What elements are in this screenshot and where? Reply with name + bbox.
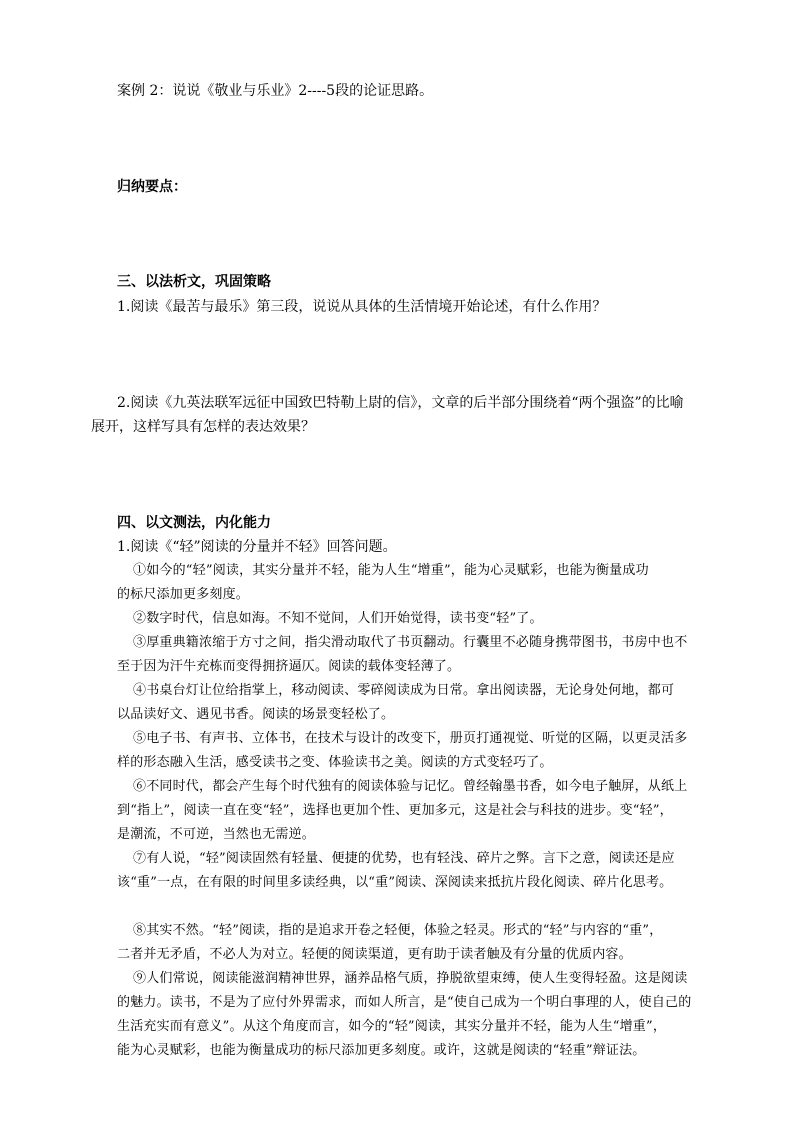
section-4-heading: 四、以文测法，内化能力 xyxy=(117,515,271,531)
passage-line: 至于因为汗牛充栋而变得拥挤逼仄。阅读的载体变轻薄了。 xyxy=(117,659,461,674)
passage-line: 是潮流，不可逆，当然也无需逆。 xyxy=(117,827,316,842)
passage-line: ②数字时代，信息如海。不知不觉间，人们开始觉得，读书变“轻”了。 xyxy=(133,611,543,626)
case-2-prompt: 案例 2：说说《敬业与乐业》2----5段的论证思路。 xyxy=(117,83,434,99)
section-3-question-2-line-2: 展开，这样写具有怎样的表达效果？ xyxy=(91,419,315,435)
passage-line: ⑤电子书、有声书、立体书，在技术与设计的改变下，册页打通视觉、听觉的区隔，以更灵活多 xyxy=(133,731,688,746)
passage-line: ③厚重典籍浓缩于方寸之间，指尖滑动取代了书页翻动。行囊里不必随身携带图书，书房中也不 xyxy=(133,635,688,650)
section-3-question-1: 1.阅读《最苦与最乐》第三段，说说从具体的生活情境开始论述，有什么作用？ xyxy=(117,299,607,315)
passage-line: 该“重”一点，在有限的时间里多读经典，以“重”阅读、深阅读来抵抗片段化阅读、碎片化思考。 xyxy=(117,875,673,890)
summary-label: 归纳要点： xyxy=(117,179,187,195)
passage-line: 的魅力。读书，不是为了应付外界需求，而如人所言，是“使自己成为一个明白事理的人，使自己的 xyxy=(117,995,692,1010)
section-3-heading: 三、以法析文，巩固策略 xyxy=(117,274,271,290)
passage-line: 样的形态融入生活，感受读书之变、体验读书之美。阅读的方式变轻巧了。 xyxy=(117,755,553,770)
passage-line: ⑦有人说，“轻”阅读固然有轻量、便捷的优势，也有轻浅、碎片之弊。言下之意，阅读还是应 xyxy=(133,851,675,866)
passage-line: 能为心灵赋彩，也能为衡量成功的标尺添加更多刻度。或许，这就是阅读的“轻重”辩证法。 xyxy=(117,1043,646,1058)
passage-line: ④书桌台灯让位给指掌上，移动阅读、零碎阅读成为日常。拿出阅读器，无论身处何地，都可 xyxy=(133,683,675,698)
passage-line: 二者并无矛盾，不必人为对立。轻便的阅读渠道，更有助于读者触及有分量的优质内容。 xyxy=(117,947,632,962)
passage-line: ①如今的“轻”阅读，其实分量并不轻，能为人生“增重”，能为心灵赋彩，也能为衡量成功 xyxy=(133,563,649,578)
passage-line: ⑧其实不然。“轻”阅读，指的是追求开卷之轻便，体验之轻灵。形式的“轻”与内容的“重”， xyxy=(133,923,663,938)
passage-line: 生活充实而有意义”。从这个角度而言，如今的“轻”阅读，其实分量并不轻，能为人生“增重”， xyxy=(117,1019,667,1034)
passage-line: 到“指上”，阅读一直在变“轻”，选择也更加个性、更加多元，这是社会与科技的进步。变“轻”， xyxy=(117,803,673,818)
section-3-question-2-line-1: 2.阅读《九英法联军远征中国致巴特勒上尉的信》，文章的后半部分围绕着“两个强盗”的比喻 xyxy=(117,395,684,411)
passage-line: 的标尺添加更多刻度。 xyxy=(117,587,250,602)
passage-line: ⑥不同时代，都会产生每个时代独有的阅读体验与记忆。曾经翰墨书香，如今电子触屏，从纸上 xyxy=(133,779,688,794)
section-4-intro: 1.阅读《“轻”阅读的分量并不轻》回答问题。 xyxy=(117,539,397,555)
passage-line: ⑨人们常说，阅读能滋润精神世界，涵养品格气质，挣脱欲望束缚，使人生变得轻盈。这是阅读 xyxy=(133,971,688,986)
passage-line: 以品读好文、遇见书香。阅读的场景变轻松了。 xyxy=(117,707,395,722)
